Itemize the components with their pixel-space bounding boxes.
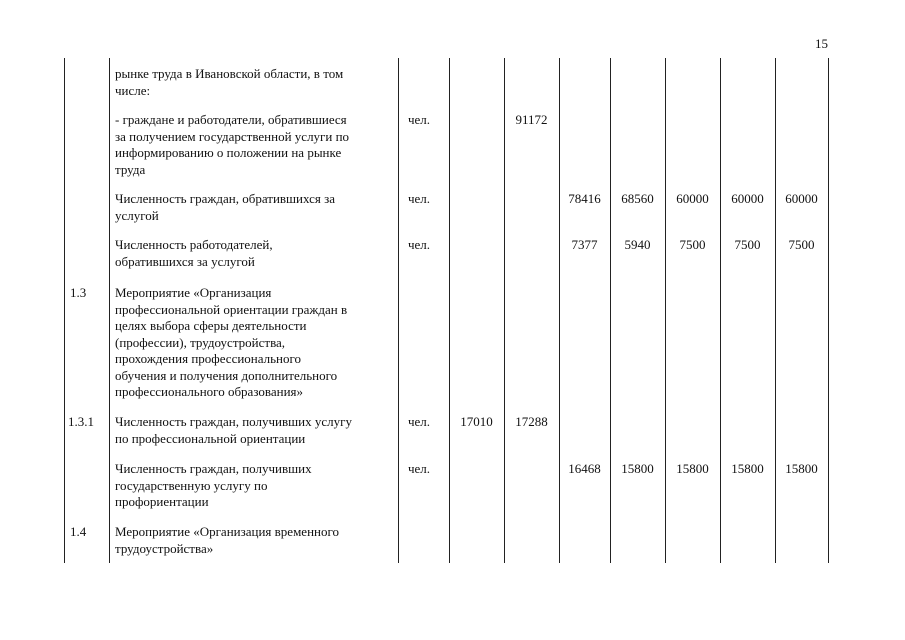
row-description: Мероприятие «Организация профессиональной ориентации граждан в целях выбора сферы деятельности (профессии), трудоустройства, прохождения профессионального обучения и получения дополнительного профессионального образования»: [115, 285, 348, 399]
table-rule: [720, 58, 721, 563]
row-value: 17288: [515, 414, 548, 429]
table-rule: [109, 58, 110, 563]
row-unit: чел.: [408, 461, 431, 476]
row-description: Численность граждан, получивших государственную услугу по профориентации: [115, 461, 312, 509]
row-unit: чел.: [408, 112, 431, 127]
table-rule: [775, 58, 776, 563]
row-value: 78416: [568, 191, 601, 206]
row-description: Численность граждан, получивших услугу по профессиональной ориентации: [115, 414, 352, 446]
row-value: 60000: [676, 191, 709, 206]
row-value: 17010: [460, 414, 493, 429]
row-value: 7500: [734, 237, 761, 252]
row-value-2017: 91172: [515, 112, 548, 127]
row-value: 5940: [624, 237, 651, 252]
row-unit: чел.: [408, 237, 431, 252]
row-number: 1.4: [70, 524, 87, 539]
row-description: Численность граждан, обратившихся за услугой: [115, 191, 336, 223]
row-unit: чел.: [408, 191, 431, 206]
row-value: 16468: [568, 461, 601, 476]
row-number: 1.3.1: [68, 414, 94, 429]
row-description: рынке труда в Ивановской области, в том числе:: [115, 66, 344, 98]
row-value: 15800: [731, 461, 764, 476]
row-value: 7377: [571, 237, 598, 252]
row-value: 60000: [785, 191, 818, 206]
table-rule: [610, 58, 611, 563]
table-rule: [449, 58, 450, 563]
row-description: - граждане и работодатели, обратившиеся за получением государственной услуги по информированию о положении на рынке труда: [115, 112, 350, 177]
table-rule: [504, 58, 505, 563]
row-value: 15800: [785, 461, 818, 476]
row-description: Мероприятие «Организация временного трудоустройства»: [115, 524, 339, 556]
row-value: 7500: [788, 237, 815, 252]
table-rule: [64, 58, 65, 563]
page-number: 15: [815, 36, 828, 51]
row-value: 68560: [621, 191, 654, 206]
row-value: 15800: [676, 461, 709, 476]
row-unit: чел.: [408, 414, 431, 429]
row-number: 1.3: [70, 285, 87, 300]
row-description: Численность работодателей, обратившихся за услугой: [115, 237, 273, 269]
row-value: 7500: [679, 237, 706, 252]
table-rule: [665, 58, 666, 563]
table-rule: [828, 58, 829, 563]
table-rule: [559, 58, 560, 563]
row-value: 15800: [621, 461, 654, 476]
row-value: 60000: [731, 191, 764, 206]
table-rule: [398, 58, 399, 563]
